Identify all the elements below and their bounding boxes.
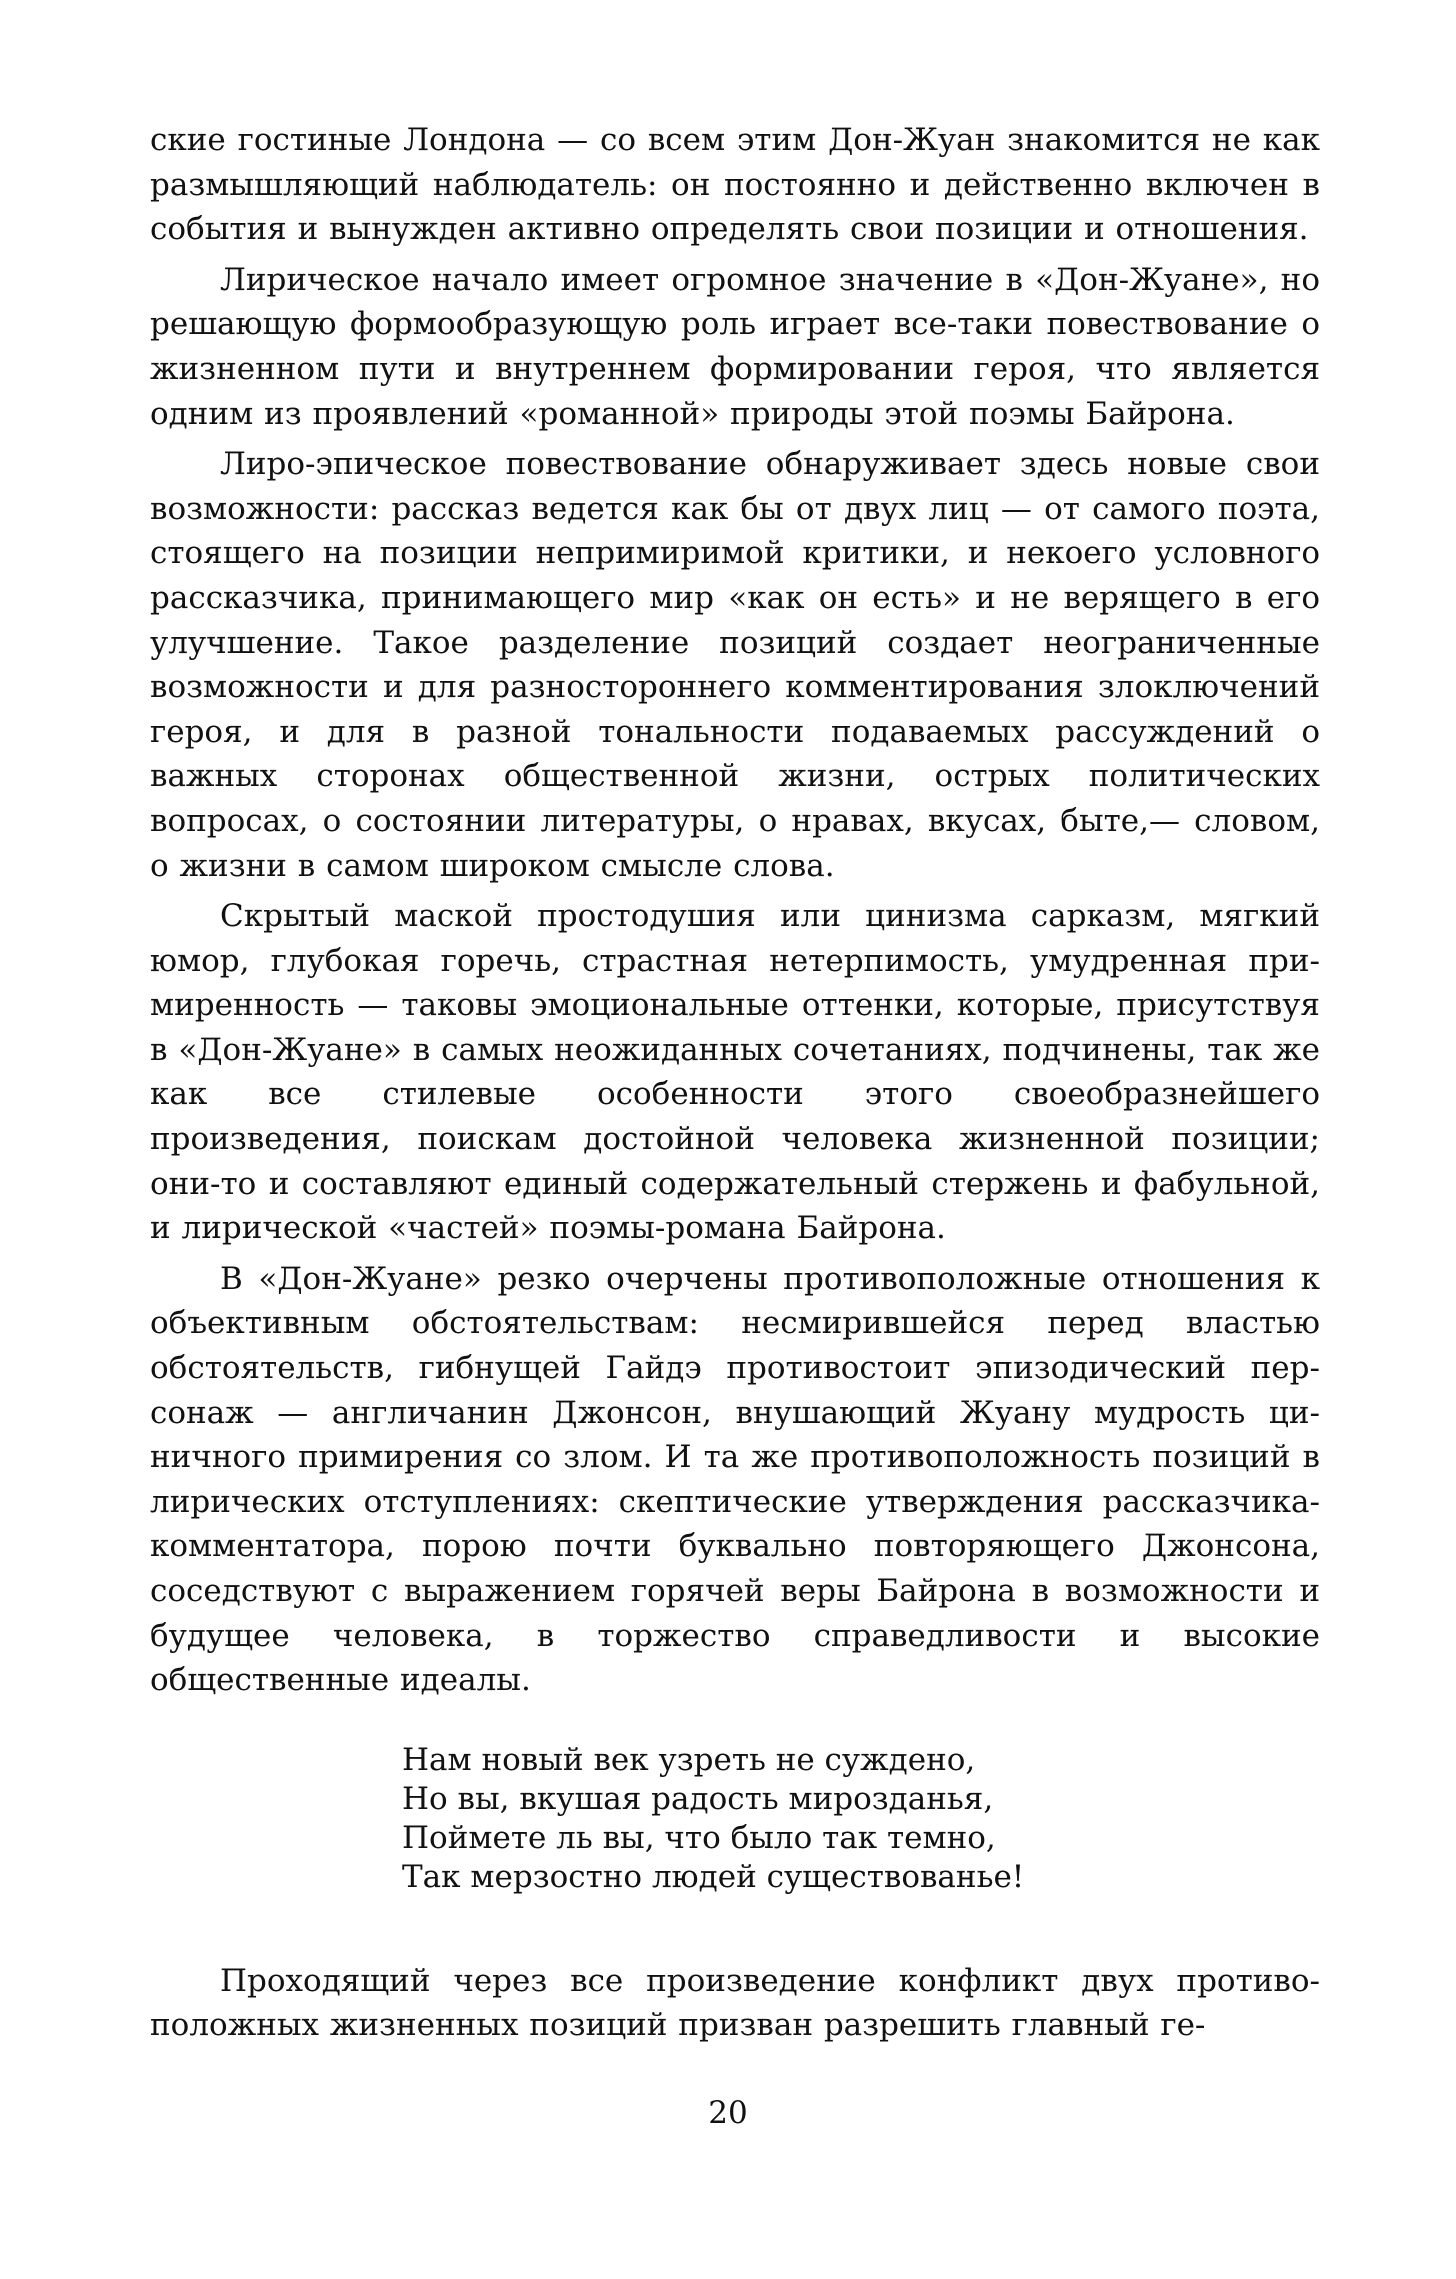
paragraph-1: ские гостиные Лондона — со всем этим Дон-Жуан знакомится не как размышляющий наблюдатель: он постоянно и действенно включен в события и вынужден активно определять свои позиции и отношения. bbox=[150, 122, 1320, 248]
paragraph-4: Скрытый маской простодушия или цинизма сарказм, мягкий юмор, глубокая горечь, страстная нетерпимость, умудренная примиренность — таковы эмоциональные оттенки, которые, присутствуя в «Дон-Жуане» в самых неожиданных сочетаниях, подчинены, так же как все стилевые особенности этого своеобразнейшего произведения, поискам достойной человека жизненной позиции; они-то и составляют единый содержательный стержень и фабульной, и лирической «частей» поэмы-романа Байрона. bbox=[150, 898, 1320, 1247]
paragraph-2: Лирическое начало имеет огромное значение в «Дон-Жуане», но решающую формообразующую роль играет все-таки повествование о жизненном пути и внутреннем формировании героя, что является одним из проявлений «романной» природы этой поэмы Байрона. bbox=[150, 261, 1320, 432]
page-number: 20 bbox=[708, 2095, 748, 2131]
poem-line: Нам новый век узреть не суждено, bbox=[402, 1741, 976, 1778]
poem-line: Поймете ль вы, что было так темно, bbox=[402, 1819, 996, 1856]
paragraph-3: Лиро-эпическое повествование обнаруживает здесь новые свои возможности: рассказ ведется как бы от двух лиц — от самого поэта, стоящего на позиции непримиримой критики, и некоего условного рассказчика, принимающего мир «как он есть» и не верящего в его улучшение. Такое разделение позиций создает неограниченные возможности и для разностороннего комментирования злоключений героя, и для в разной тональности подаваемых рассуждений о важных сторонах общественной жизни, острых политических вопросах, о состоянии литературы, о нравах, вкусах, быте,— словом, о жизни в самом широком смысле слова. bbox=[150, 446, 1320, 884]
page-text bbox=[150, 118, 1320, 2048]
poem-line: Так мерзостно людей существованье! bbox=[402, 1858, 1025, 1895]
paragraph-5: В «Дон-Жуане» резко очерчены противоположные отношения к объективным обстоятельствам: несмирившейся перед властью обстоятельств, гибнущей Гайдэ противостоит эпизодический персонаж — англичанин Джонсон, внушающий Жуану мудрость циничного примирения со злом. И та же противоположность позиций в лирических отступлениях: скептические утверждения рассказчика-комментатора, порою почти буквально повторяющего Джонсона, соседствуют с выражением горячей веры Байрона в возможности и будущее человека, в торжество справедливости и высокие общественные идеалы. bbox=[150, 1260, 1320, 1699]
closing-paragraph: Проходящий через все произведение конфликт двух противоположных жизненных позиций призван разрешить главный ге- bbox=[150, 1962, 1320, 2044]
poem-line: Но вы, вкушая радость мирозданья, bbox=[402, 1780, 994, 1817]
poem-quote bbox=[402, 1741, 1320, 1897]
